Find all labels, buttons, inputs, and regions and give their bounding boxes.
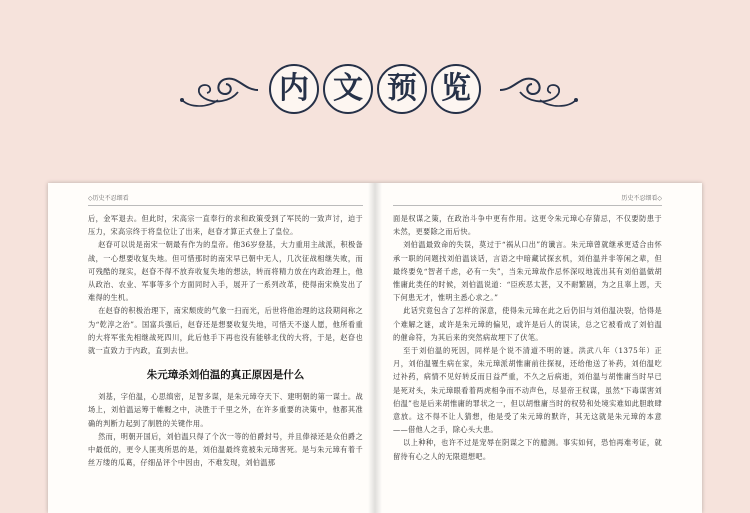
title-char: 览 [441, 71, 471, 106]
banner-title [0, 64, 750, 114]
left-page [48, 183, 375, 513]
title-char: 预 [387, 71, 417, 106]
left-text-bottom [88, 390, 363, 469]
title-char: 内 [279, 71, 309, 106]
running-head [88, 193, 363, 206]
paragraph: 后，金军退去。但此时，宋高宗一直奉行的求和政策受到了军民的一致声讨，迫于压力，宋高宗终于将皇位让了出来，赵眘才算正式登上了皇位。 [88, 214, 363, 237]
title-char-circle [269, 64, 319, 114]
paragraph: 面是权谋之策，在政治斗争中更有作用。这更令朱元璋心存猜忌，不仅要防患于未然，更要除之而后快。 [393, 214, 662, 237]
section-title: 朱元璋杀刘伯温的真正原因是什么 [146, 369, 305, 382]
running-head-text: ◇历史不忍细看 [88, 195, 129, 202]
left-text-top [88, 212, 363, 357]
paragraph: 至于刘伯温的死因，同样是个说不清道不明的谜。洪武八年（1375年）正月，刘伯温罹生病在家，朱元璋派胡惟庸前往探视，还给他送了补药，刘伯温吃过补药，病情不见好转反而日益严重，不久之后病逝，刘伯温与胡惟庸当时早已是死对头，朱元璋眼看着两虎相争而不动声色，尽显帝王权谋，虽然“下毒谋害刘伯温”也是后来胡惟庸的罪状之一，但以胡惟庸当时的权势和处境实难如此胆敢肆意放。这不得不让人猜想，他是受了朱元璋的默许，其无这就是朱元璋的本意——借他人之手，除心头大患。 [393, 346, 662, 435]
title-char-circle [377, 64, 427, 114]
running-head-text: 历史不忍细看◇ [621, 195, 662, 202]
right-page [375, 183, 702, 513]
paragraph: 刘基，字伯温，心思缜密，足智多谋，是朱元璋夺天下、建明朝的第一谋士。战场上，刘伯温运筹于帷幄之中，决胜于千里之外，在许多重要的决策中，他都其准确的判断力起到了制胜的关键作用。 [88, 392, 363, 428]
paragraph: 在赵眘的积极治理下，南宋颓废的气象一扫而光，后世将他治理的这段期间称之为“乾淳之治”。国富兵强后，赵眘还是想要收复失地，可惜天不遂人愿，他所看重的大将军张先相继战死四川，此后他手下再也没有能够北伐的大将，于是，赵眘也就一直致力于内政，直到去世。 [88, 306, 363, 356]
right-flourish-icon [498, 70, 580, 110]
paragraph: 刘伯温最致命的失误，莫过于“祸从口出”的谶言。朱元璋曾就继承更适合由怀承一职的问题找刘伯温谈话，言语之中暗藏试探玄机，刘伯温并非等闲之辈，但最终要免“智者千虑，必有一失”，当朱元璋故作忌怀深叹地流出其有刘伯温做胡惟庸此类任的时候，刘伯温说道：“臣疾恶太甚，又不耐繁剧，为之且辜上恩，天下何患无才，惟明主悉心求之。” [393, 240, 662, 303]
paragraph: 以上种种，也许不过是宠辱在阴谋之下的臆测。事实如何，恐怕再难考证，就留待有心之人的无限遐想吧。 [393, 438, 662, 461]
banner [0, 0, 750, 180]
paragraph: 赵眘可以说是南宋一朝最有作为的皇帝。他36岁登基，大力重用主战派，积极备战，一心想要收复失地。但可惜那时的南宋早已朝中无人，几次征战相继失败，而可残酷的现实，赵眘不得不放弃收复失地的想法，转而将精力放在内政治理上，他从政治、农业、军事等多个方面同时入手，展开了一系列改革，使得南宋焕发出了难得的生机。 [88, 240, 363, 303]
right-text [393, 212, 662, 463]
title-char-circle [431, 64, 481, 114]
title-char: 文 [333, 71, 363, 106]
running-head [393, 193, 662, 206]
book-spread [48, 183, 702, 513]
paragraph: 然而，明朝开国后，刘伯温只得了个次一等的伯爵封号，并且俸禄还是众伯爵之中最低的，更令人匪夷所思的是，刘伯温最终竟被朱元璋害死。是与朱元璋有着千丝万缕的瓜葛，仔细品评个中因由，不难发现，刘伯温那 [88, 431, 363, 468]
title-char-circle [323, 64, 373, 114]
paragraph: 此话究竟包含了怎样的深意，使得朱元璋在此之后仍旧与刘伯温决裂，恰得是个难解之谜，或许是朱元璋的偏见，或许是后人的误读，总之它被看成了刘伯温的催命符，为其后来的突然病故埋下了伏笔。 [393, 306, 662, 342]
